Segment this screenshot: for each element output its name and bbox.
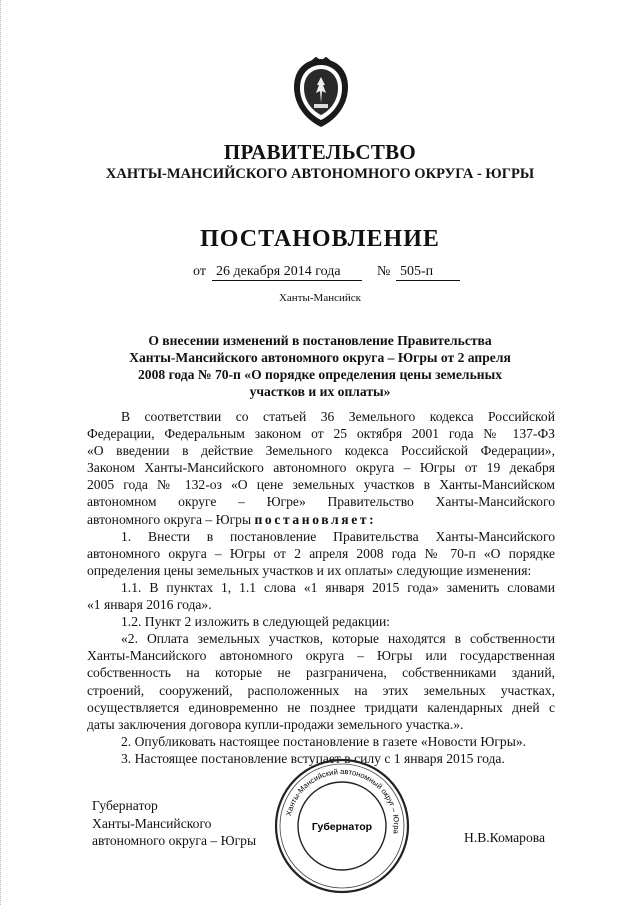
subject-line: Ханты-Мансийского автономного округа – Югры от 2 апреля: [129, 350, 511, 365]
body-line: 1.1. В пунктах 1, 1.1 слова «1 января 2015 года» заменить словами: [121, 579, 555, 595]
signatory-title-line: автономного округа – Югры: [92, 833, 257, 848]
body-line: 2005 года № 132-оз «О цене земельных участков в Ханты-Мансийском: [87, 477, 555, 493]
subject-line: 2008 года № 70-п «О порядке определения цены земельных: [137, 367, 502, 382]
body-line: даты заключения договора купли-продажи земельного участка.».: [87, 716, 464, 732]
body-line: Ханты-Мансийского автономного округа – Югры или государственная: [87, 648, 555, 664]
body-line: определения цены земельных участков и их оплаты» следующие изменения:: [87, 562, 532, 578]
body-line: 2. Опубликовать настоящее постановление в газете «Новости Югры».: [121, 733, 527, 749]
decree-date: [212, 264, 362, 281]
region-title: ХАНТЫ-МАНСИЙСКОГО АВТОНОМНОГО ОКРУГА - ЮГРЫ: [105, 166, 535, 182]
coat-of-arms-emblem: [290, 57, 352, 129]
date-prefix: от: [193, 264, 206, 279]
body-text: автономного округа – Югры: [87, 511, 252, 527]
body-line: В соответствии со статьей 36 Земельного кодекса Российской: [121, 409, 555, 424]
decrees-word: постановляет:: [254, 511, 377, 527]
body-line: Законом Ханты-Мансийского автономного округа – Югры от 19 декабря: [87, 460, 555, 476]
body-line: «1 января 2016 года».: [87, 597, 212, 613]
body-line: 1. Внести в постановление Правительства Ханты-Мансийского: [121, 528, 555, 544]
decree-number: [396, 264, 460, 281]
body-line: 3. Настоящее постановление вступает в силу с 1 января 2015 года.: [121, 750, 505, 766]
body-line: Федерации, Федеральным законом от 25 октября 2001 года № 137-ФЗ: [87, 426, 555, 442]
scan-edge: [0, 0, 3, 905]
number-sign: №: [377, 264, 391, 279]
decree-number-value: 505-п: [396, 264, 460, 281]
body-line: «2. Оплата земельных участков, которые находятся в собственности: [121, 631, 555, 647]
body-line: собственность на которые не разграничена, собственниками зданий,: [87, 665, 555, 681]
body-line: «О введении в действие Земельного кодекса Российской Федерации»,: [87, 443, 555, 459]
signatory-name: Н.В.Комарова: [464, 830, 546, 845]
subject-line: участков и их оплаты»: [249, 384, 391, 399]
signatory-title-line: Губернатор: [92, 798, 158, 813]
decree-body: [87, 408, 555, 767]
body-line: строений, сооружений, расположенных на этих земельных участках,: [87, 682, 555, 698]
body-line: автономного округа – Югры от 2 апреля 2008 года № 70-п «О порядке: [87, 545, 555, 561]
body-line: осуществляется единовременно не позднее тридцати календарных дней с: [87, 699, 555, 715]
city: Ханты-Мансийск: [278, 292, 361, 304]
body-line: 1.2. Пункт 2 изложить в следующей редакции:: [121, 614, 391, 630]
seal-center-text: Губернатор: [311, 821, 373, 833]
document-type: ПОСТАНОВЛЕНИЕ: [200, 226, 440, 252]
seal-ring-text: Ханты-Мансийский автономный округ – Югра: [284, 766, 402, 835]
signatory-title: [92, 797, 256, 850]
body-line: автономном округе – Югре» Правительство Ханты-Мансийского: [87, 494, 555, 510]
subject-line: О внесении изменений в постановление Правительства: [148, 333, 492, 348]
signatory-title-line: Ханты-Мансийского: [92, 815, 212, 831]
official-seal: [272, 756, 412, 896]
decree-subject: [110, 332, 530, 400]
decree-date-value: 26 декабря 2014 года: [212, 264, 362, 281]
body-line: [87, 511, 555, 528]
government-title: ПРАВИТЕЛЬСТВО: [223, 140, 417, 164]
